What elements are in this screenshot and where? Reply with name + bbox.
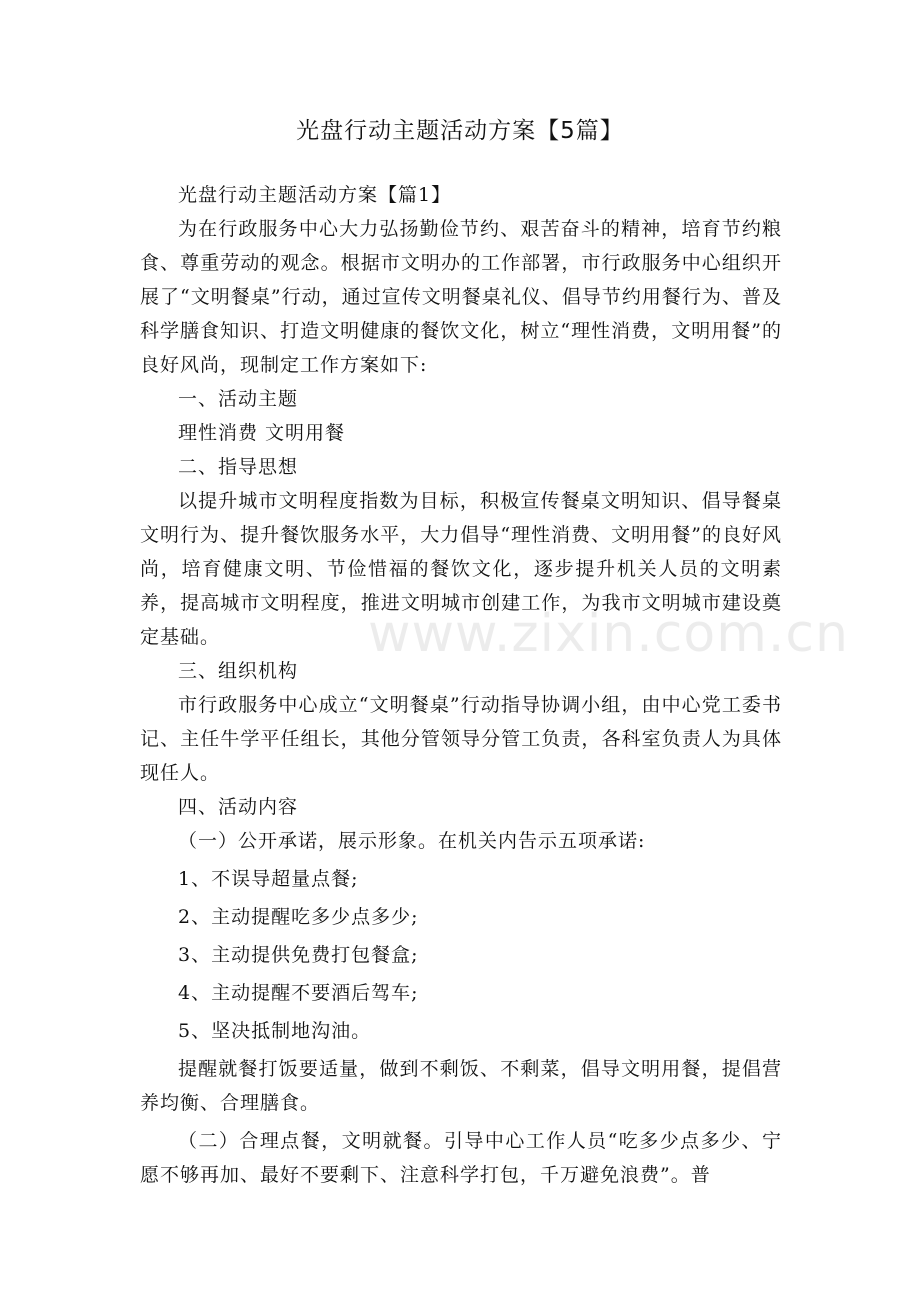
subsection-heading: （一）公开承诺，展示形象。在机关内告示五项承诺:: [178, 830, 646, 852]
list-item: 2、主动提醒吃多少点多少;: [178, 906, 419, 928]
list-item: 5、坚决抵制地沟油。: [178, 1020, 372, 1042]
body-paragraph: 为在行政服务中心大力弘扬勤俭节约、艰苦奋斗的精神，培育节约粮食、尊重劳动的观念。根据市文明办的工作部署，市行政服务中心组织开展了“文明餐桌”行动，通过宣传文明餐桌礼仪、倡导节约用餐行为、普及科学膳食知识、打造文明健康的餐饮文化，树立“理性消费，文明用餐”的良好风尚，现制定工作方案如下:: [140, 218, 782, 376]
document-body: [140, 178, 782, 1192]
body-paragraph: 以提升城市文明程度指数为目标，积极宣传餐桌文明知识、倡导餐桌文明行为、提升餐饮服务水平，大力倡导“理性消费、文明用餐”的良好风尚，培育健康文明、节俭惜福的餐饮文化，逐步提升机关人员的文明素养，提高城市文明程度，推进文明城市创建工作，为我市文明城市建设奠定基础。: [140, 490, 782, 648]
list-item: 1、不误导超量点餐;: [178, 868, 359, 890]
document-title: 光盘行动主题活动方案【5篇】: [296, 118, 624, 144]
list-item: 4、主动提醒不要酒后驾车;: [178, 982, 419, 1004]
section-heading: 四、活动内容: [178, 796, 299, 818]
section-heading: 光盘行动主题活动方案【篇1】: [178, 184, 452, 206]
list-item: 3、主动提供免费打包餐盒;: [178, 944, 419, 966]
body-paragraph: 理性消费 文明用餐: [178, 422, 346, 444]
body-paragraph: 市行政服务中心成立“文明餐桌”行动指导协调小组，由中心党工委书记、主任牛学平任组长，其他分管领导分管工负责，各科室负责人为具体现任人。: [140, 694, 782, 784]
body-paragraph: 提醒就餐打饭要适量，做到不剩饭、不剩菜，倡导文明用餐，提倡营养均衡、合理膳食。: [140, 1058, 782, 1114]
section-heading: 二、指导思想: [178, 456, 299, 478]
watermark: www.zixin.com.cn: [368, 604, 849, 664]
section-heading: 三、组织机构: [178, 660, 299, 682]
section-heading: 一、活动主题: [178, 388, 299, 410]
body-paragraph: （二）合理点餐，文明就餐。引导中心工作人员“吃多少点多少、宁愿不够再加、最好不要剩下、注意科学打包，千万避免浪费”。普: [140, 1130, 782, 1186]
